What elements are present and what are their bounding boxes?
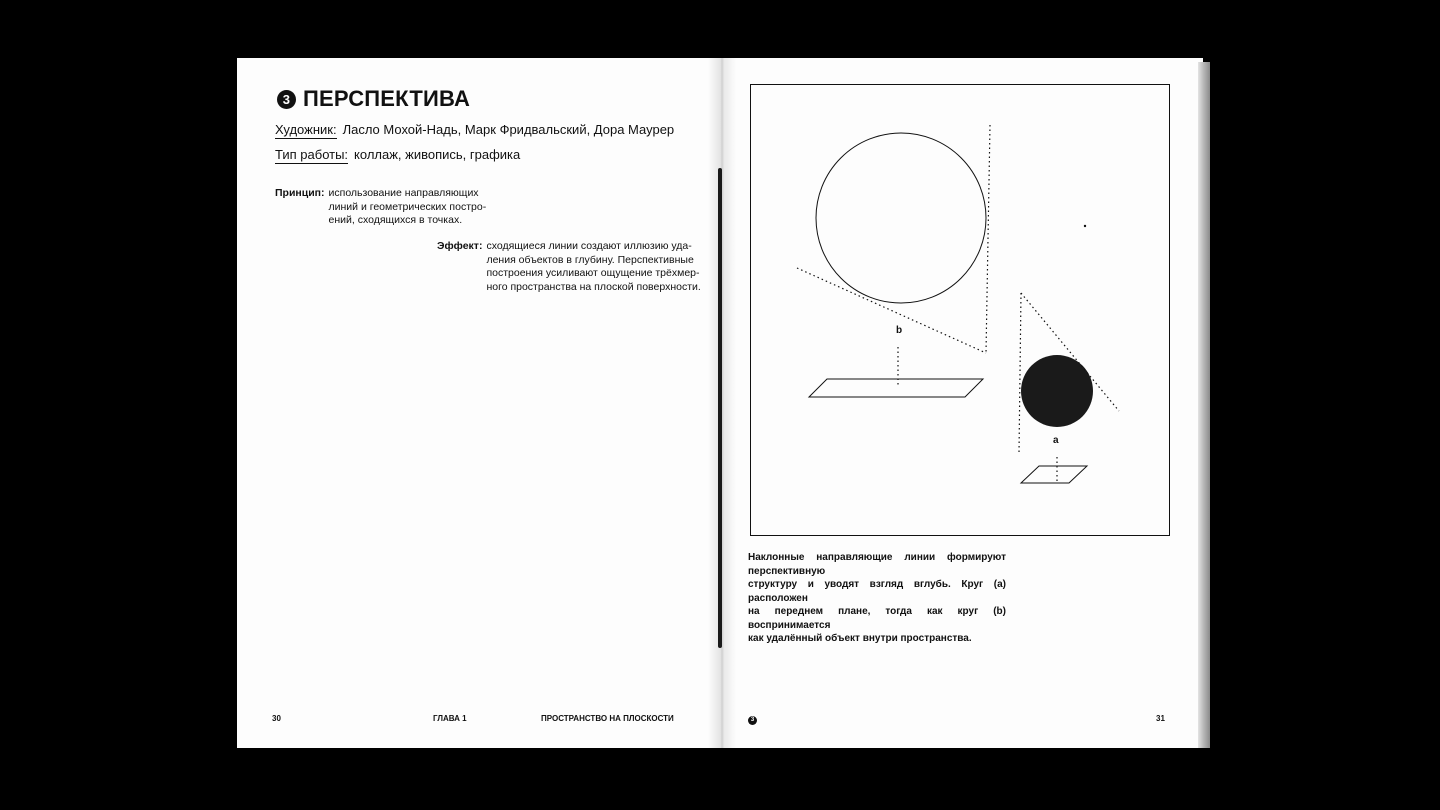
chapter-title: ПРОСТРАНСТВО НА ПЛОСКОСТИ <box>541 714 674 723</box>
effect-text <box>486 240 700 294</box>
page-edges <box>1198 62 1210 748</box>
vertical-guide-line <box>986 125 990 353</box>
principle-line: использование направляющих <box>328 187 479 199</box>
principle-note <box>275 187 486 228</box>
principle-label: Принцип: <box>275 187 325 199</box>
principle-text <box>329 187 487 228</box>
right-page-number: 31 <box>1156 714 1165 723</box>
work-type-value: коллаж, живопись, графика <box>354 147 521 162</box>
footer-badge-number: 3 <box>748 716 757 725</box>
page-title <box>277 86 470 112</box>
effect-note <box>437 240 701 294</box>
caption-line: как удалённый объект внутри пространства. <box>748 633 972 644</box>
right-page <box>722 58 1203 748</box>
section-number-badge: 3 <box>277 90 296 109</box>
vanishing-point-dot <box>1084 225 1086 227</box>
label-a: a <box>1053 435 1059 446</box>
principle-line: линий и геометрических постро- <box>328 200 487 213</box>
artist-label: Художник: <box>275 122 337 137</box>
perspective-figure <box>750 84 1170 536</box>
footer-section-badge <box>748 714 757 725</box>
principle-line: ений, сходящихся в точках. <box>328 214 463 226</box>
artist-line <box>275 122 674 137</box>
left-page-number: 30 <box>272 714 281 723</box>
caption-line: Наклонные направляющие линии формируют перспективную <box>748 552 1006 577</box>
perspective-diagram <box>751 85 1169 535</box>
artist-value: Ласло Мохой-Надь, Марк Фридвальский, Дора Маурер <box>342 122 675 137</box>
figure-caption <box>748 551 1006 646</box>
vertical-guide-line-a <box>1019 293 1021 453</box>
caption-line: на переднем плане, тогда как круг (b) воспринимается <box>748 606 1006 631</box>
effect-line: сходящиеся линии создают иллюзию уда- <box>486 240 692 252</box>
work-type-label: Тип работы: <box>275 147 349 162</box>
plane-b <box>809 379 983 397</box>
circle-b <box>816 133 986 303</box>
left-page <box>237 58 722 748</box>
caption-line: структуру и уводят взгляд вглубь. Круг (a) расположен <box>748 579 1006 604</box>
effect-label: Эффект: <box>437 240 483 252</box>
effect-line: ного пространства на плоской поверхности. <box>486 280 701 293</box>
spine-binding <box>718 168 722 648</box>
label-b: b <box>896 325 903 336</box>
plane-a <box>1021 466 1087 483</box>
title-text: ПЕРСПЕКТИВА <box>303 86 471 111</box>
effect-line: ления объектов в глубину. Перспективные <box>486 253 694 266</box>
chapter-label: ГЛАВА 1 <box>433 714 467 723</box>
work-type-line <box>275 147 520 162</box>
effect-line: построения усиливают ощущение трёхмер- <box>486 267 700 279</box>
